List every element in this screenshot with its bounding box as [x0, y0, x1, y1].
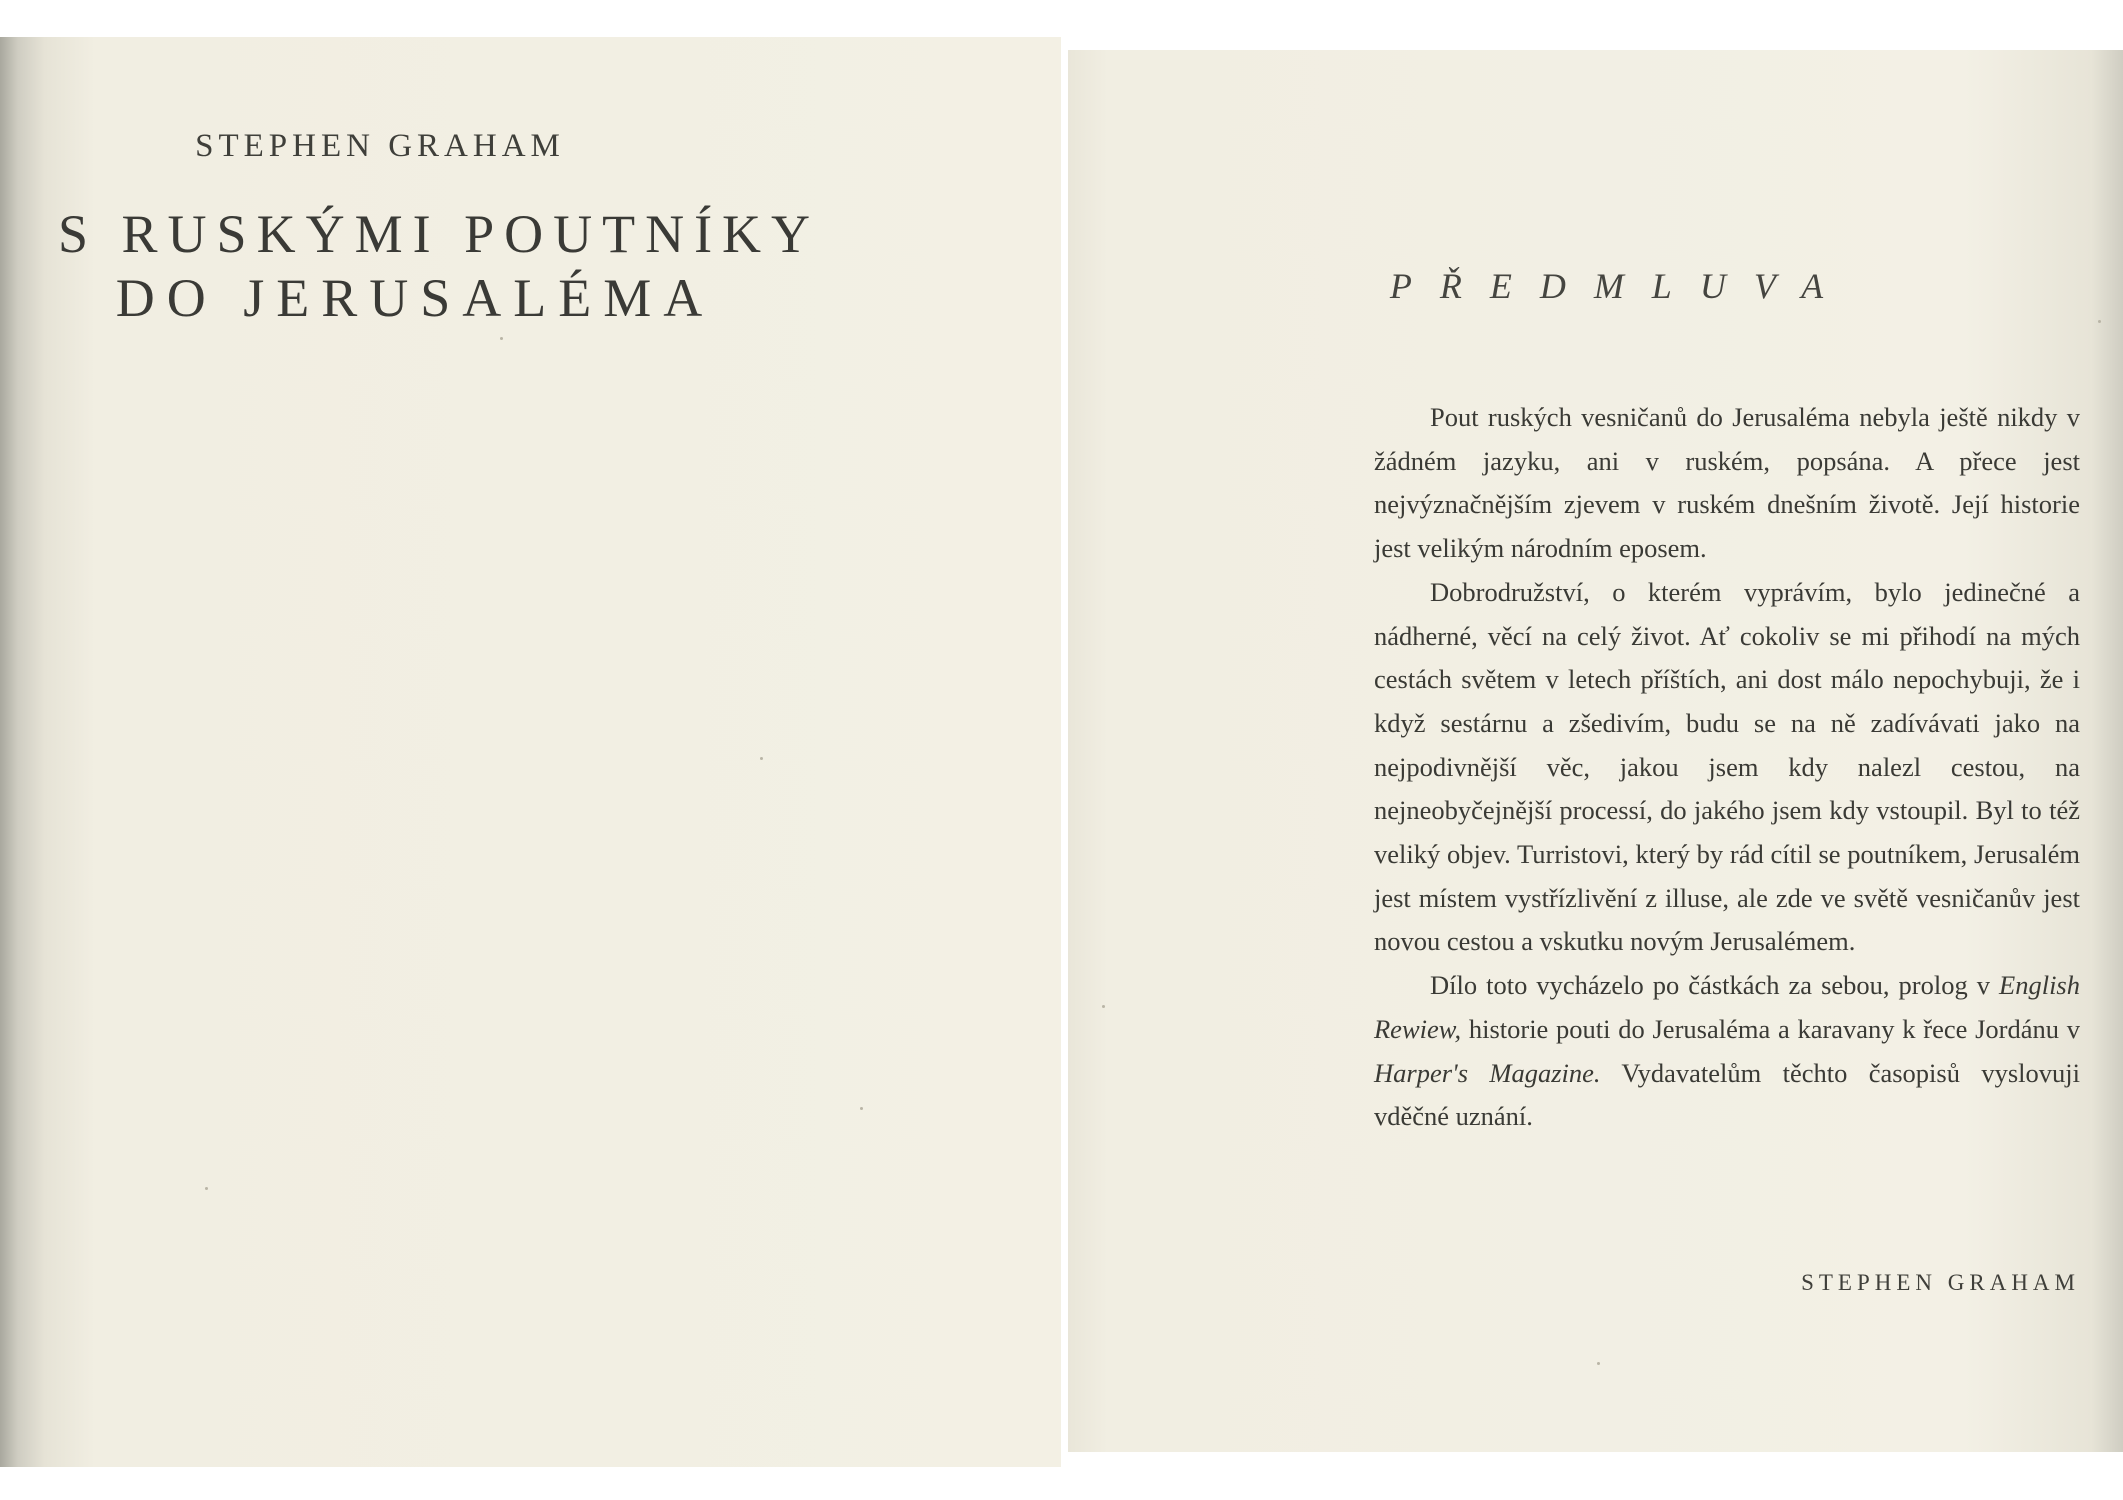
paragraph-3-text-a: Dílo toto vycházelo po částkách za sebou, prolog v [1430, 970, 1990, 1001]
preface-body [1374, 396, 2080, 1139]
paper-speck [760, 757, 763, 760]
paper-speck [500, 337, 503, 340]
paper-speck [860, 1107, 863, 1110]
paragraph-3-text-c: Vydavatelům těchto časopisů vyslovuji vděčné uznání. [1374, 1057, 2080, 1132]
paper-speck [1597, 1362, 1600, 1365]
book-title-line2: DO JERUSALÉMA [115, 268, 715, 328]
preface-heading: PŘEDMLUVA [1389, 266, 1852, 306]
paper-speck [205, 1187, 208, 1190]
right-page [1068, 50, 2123, 1452]
gutter [1061, 0, 1068, 1500]
preface-paragraph-1: Pout ruských vesničanů do Jerusaléma nebyla ještě nikdy v žádném jazyku, ani v ruském, popsána. A přece jest nejvýznačnějším zjevem v ruském dnešním životě. Její historie jest velikým národním eposem. [1374, 402, 2080, 564]
paper-speck [2098, 320, 2101, 323]
preface-paragraph-2: Dobrodružství, o kterém vyprávím, bylo jedinečné a nádherné, věcí na celý život. Ať cokoliv se mi přihodí na mých cestách světem v letech příštích, ani dost málo nepochybuji, že i když sestárnu a zšedivím, budu se na ně zadívávati jako na nejpodivnější věc, jakou jsem kdy nalezl cestou, na nejneobyčejnější processí, do jakého jsem kdy vstoupil. Byl to též veliký objev. Turristovi, který by rád cítil se poutníkem, Jerusalém jest místem vystřízlivění z illuse, ale zde ve světě vesničanův jest novou cestou a vskutku novým Jerusalémem. [1374, 576, 2080, 957]
journal-name-harpers: Harper's Magazine. [1374, 1057, 1601, 1088]
preface-signature: STEPHEN GRAHAM [1801, 1270, 2080, 1295]
paper-speck [1102, 1005, 1105, 1008]
author-name: STEPHEN GRAHAM [195, 128, 565, 164]
journal-name-english-review: English Rewiew, [1374, 970, 2080, 1044]
book-title-line1: S RUSKÝMI POUTNÍKY [58, 204, 821, 264]
paragraph-3-text-b: historie pouti do Jerusaléma a karavany k řece Jordánu v [1468, 1013, 2080, 1044]
preface-paragraph-3 [1374, 964, 2080, 1139]
